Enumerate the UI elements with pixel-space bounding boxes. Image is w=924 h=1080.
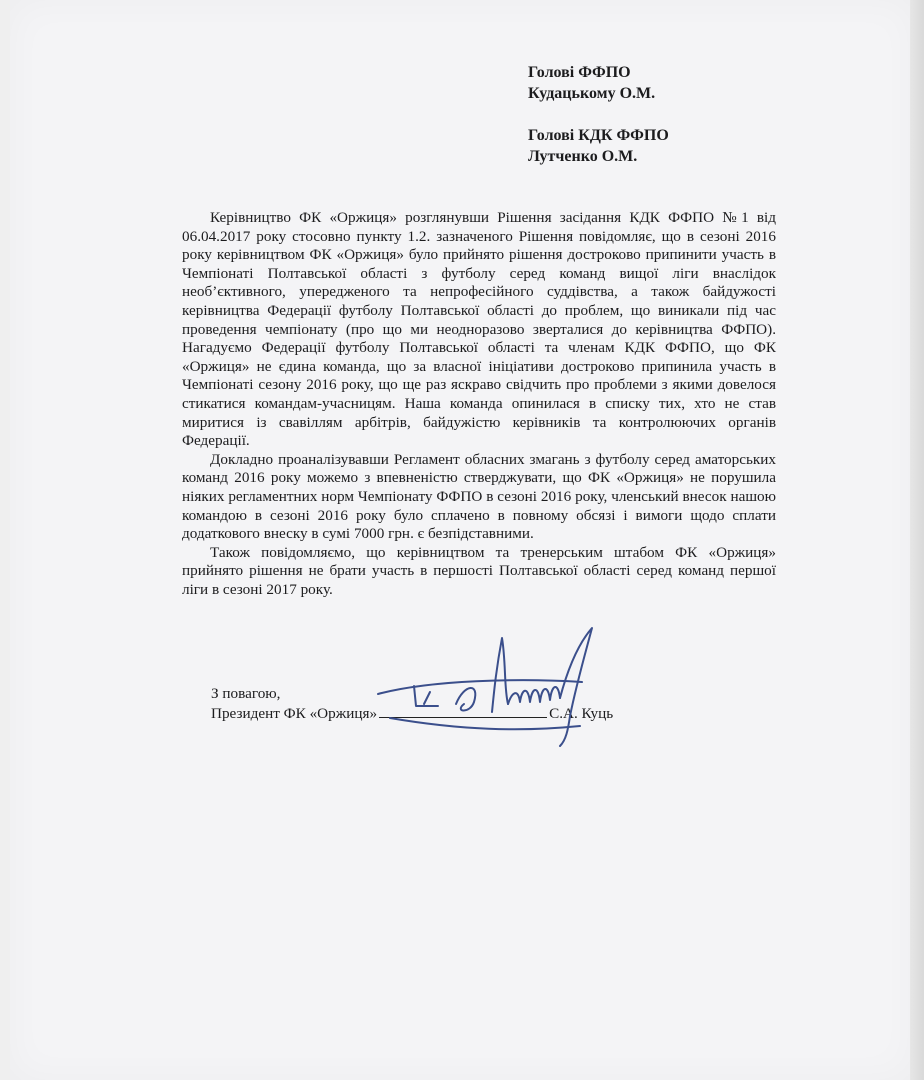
closing-greeting: З повагою,	[211, 685, 281, 702]
addressee-recipient-1	[528, 62, 669, 104]
addressee-title: Голові КДК ФФПО	[528, 127, 669, 144]
addressee-name: Лутченко О.М.	[528, 148, 638, 165]
scan-edge	[910, 0, 924, 1080]
document-page	[10, 0, 914, 1080]
body-paragraph: Докладно проаналізувавши Регламент обласних змагань з футболу серед аматорських команд 2016 року можемо з впевненістю стверджувати, що ФК «Оржиця» не порушила ніяких регламентних норм Чемпіонату ФФПО в сезоні 2016 року, членський внесок нашою командою в сезоні 2016 року було сплачено в повному обсязі і вимоги щодо сплати додаткового внеску в сумі 7000 грн. є безпідставними.	[182, 450, 776, 543]
addressee-block	[528, 62, 669, 188]
signer-name: С.А. Куць	[549, 705, 614, 722]
addressee-recipient-2	[528, 125, 669, 167]
body-paragraph: Також повідомляємо, що керівництвом та тренерським штабом ФК «Оржиця» прийнято рішення не брати участь в першості Полтавської області серед команд першої ліги в сезоні 2017 року.	[182, 543, 776, 598]
addressee-title: Голові ФФПО	[528, 64, 631, 81]
body-paragraph: Керівництво ФК «Оржиця» розглянувши Рішення засідання КДК ФФПО №1 від 06.04.2017 року стосовно пункту 1.2. зазначеного Рішення повідомляє, що в сезоні 2016 року керівництвом ФК «Оржиця» було прийнято рішення достроково припинити участь в Чемпіонаті Полтавської області з футболу серед команд вищої ліги внаслідок необ’єктивного, упередженого та непрофесійного суддівства, а також байдужості керівництва Федерації футболу Полтавської області до проблем, що виникали під час проведення чемпіонату (про що ми неодноразово зверталися до керівництва ФФПО). Нагадуємо Федерації футболу Полтавської області та членам КДК ФФПО, що ФК «Оржиця» не єдина команда, що за власної ініціативи достроково припинила участь в Чемпіонаті сезону 2016 року, що ще раз яскраво свідчить про проблеми з якими довелося стикатися командам-учасницям. Наша команда опинилася в списку тих, хто не став миритися із свавіллям арбітрів, байдужістю керівників та контролюючих органів Федерації.	[182, 209, 776, 450]
signer-position: Президент ФК «Оржиця»	[211, 705, 378, 722]
letter-body	[182, 209, 776, 599]
handwritten-signature	[370, 622, 620, 762]
addressee-name: Кудацькому О.М.	[528, 85, 656, 102]
